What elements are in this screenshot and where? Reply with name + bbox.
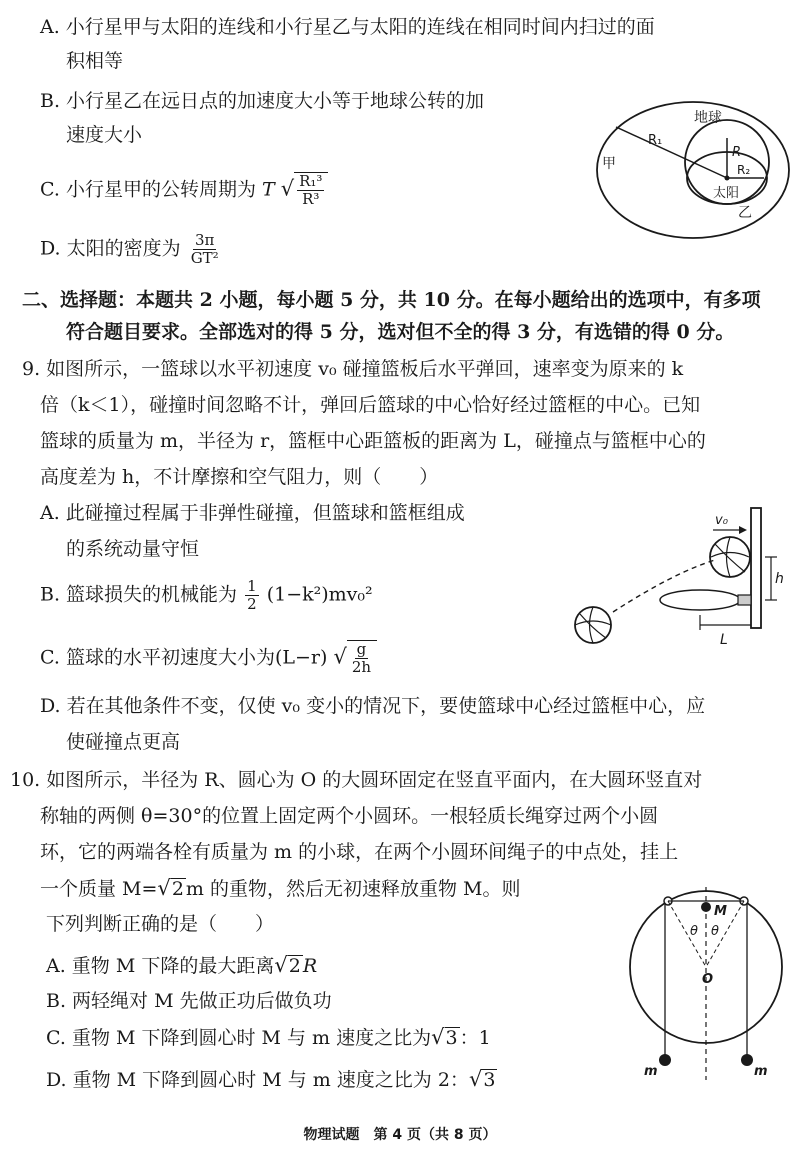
q8-option-c xyxy=(40,172,328,208)
label-theta-right: θ xyxy=(711,924,719,939)
q10-stem-line1: 10. 如图所示，半径为 R、圆心为 O 的大圆环固定在竖直平面内，在大圆环竖直对 xyxy=(10,769,703,791)
hoop-bracket xyxy=(738,595,751,605)
label-m-left: m xyxy=(644,1064,658,1079)
q9-stem-line3: 篮球的质量为 m，半径为 r，篮框中心距篮板的距离为 L，碰撞点与篮框中心的 xyxy=(40,430,706,452)
q10-option-c-post: ：1 xyxy=(459,1027,491,1049)
q8-option-a-line1: A. 小行星甲与太阳的连线和小行星乙与太阳的连线在相同时间内扫过的面 xyxy=(40,16,655,38)
q9-c-num: g xyxy=(356,640,367,658)
ball-m-right xyxy=(741,1054,753,1066)
q9-option-b-expr: (1−k²)mv₀² xyxy=(266,583,373,606)
q9-b-num: 1 xyxy=(247,577,257,595)
q10-d-radicand: 3 xyxy=(483,1069,496,1091)
q8-option-d xyxy=(40,232,223,267)
label-v0: v₀ xyxy=(715,513,728,528)
sqrt-icon: √ xyxy=(157,876,171,900)
q10-stem-line4 xyxy=(40,875,520,902)
weight-M xyxy=(701,902,711,912)
q10-a-radicand: 2 xyxy=(288,955,301,977)
label-earth: 地球 xyxy=(694,110,722,126)
section2-title-line2: 符合题目要求。全部选对的得 5 分，选对但不全的得 3 分，有选错的得 0 分。 xyxy=(66,321,735,343)
q10-option-d xyxy=(46,1066,497,1093)
q10-c-radicand: 3 xyxy=(445,1027,458,1049)
q8-c-num: R₁³ xyxy=(299,172,323,190)
orbit-jia xyxy=(597,102,789,238)
label-theta-left: θ xyxy=(690,924,698,939)
q10-option-b: B. 两轻绳对 M 先做正功后做负功 xyxy=(46,990,332,1012)
q10-option-c xyxy=(46,1024,491,1051)
q9-b-den: 2 xyxy=(247,595,257,613)
q10-option-a-text: A. 重物 M 下降的最大距离 xyxy=(46,955,275,977)
ball-m-left xyxy=(659,1054,671,1066)
label-h: h xyxy=(775,571,784,587)
label-sun: 太阳 xyxy=(713,186,740,201)
q10-stem-line4-post: m 的重物，然后无初速释放重物 M。则 xyxy=(185,878,521,900)
q8-option-b-line1: B. 小行星乙在远日点的加速度大小等于地球公转的加 xyxy=(40,90,485,112)
q9-basketball-diagram xyxy=(565,500,790,650)
q8-c-den: R³ xyxy=(302,190,320,208)
q9-option-c-text: C. 篮球的水平初速度大小为(L−r) xyxy=(40,646,328,669)
q10-option-a xyxy=(46,952,317,979)
q9-option-d-line1: D. 若在其他条件不变，仅使 v₀ 变小的情况下，要使篮球中心经过篮框中心，应 xyxy=(40,695,706,717)
q9-option-b-text: B. 篮球损失的机械能为 xyxy=(40,583,238,606)
q9-option-b xyxy=(40,578,373,613)
q9-stem-line1: 9. 如图所示，一篮球以水平初速度 v₀ 碰撞篮板后水平弹回，速率变为原来的 k xyxy=(22,358,684,380)
q8-option-b-line2: 速度大小 xyxy=(66,124,143,146)
label-r2: R₂ xyxy=(737,163,751,177)
q9-stem-line2: 倍（k＜1），碰撞时间忽略不计，弹回后篮球的中心恰好经过篮框的中心。已知 xyxy=(40,394,701,416)
q10-stem-radicand: 2 xyxy=(171,878,184,900)
label-R: R xyxy=(732,145,742,160)
q9-c-den: 2h xyxy=(351,658,372,676)
q9-option-a-line1: A. 此碰撞过程属于非弹性碰撞，但篮球和篮框组成 xyxy=(40,502,465,524)
label-O: O xyxy=(702,972,714,987)
label-r1: R₁ xyxy=(648,133,663,148)
sqrt-icon: √ xyxy=(468,1067,483,1091)
section2-title-line1: 二、选择题：本题共 2 小题，每小题 5 分，共 10 分。在每小题给出的选项中，有多项 xyxy=(22,289,761,311)
q8-d-num: 3π xyxy=(194,231,215,249)
page-footer: 物理试题 第 4 页（共 8 页） xyxy=(303,1127,497,1143)
q10-option-d-text: D. 重物 M 下降到圆心时 M 与 m 速度之比为 2： xyxy=(46,1069,469,1091)
hoop-rim xyxy=(660,590,740,610)
label-M: M xyxy=(714,904,727,919)
q10-stem-line5: 下列判断正确的是（ ） xyxy=(46,913,275,935)
q8-option-a-line2: 积相等 xyxy=(66,50,124,72)
q10-stem-line2: 称轴的两侧 θ=30°的位置上固定两个小圆环。一根轻质长绳穿过两个小圆 xyxy=(40,805,659,827)
sqrt-icon: √ xyxy=(274,953,288,977)
q8-option-c-T: T xyxy=(262,178,275,201)
q8-option-c-text: C. 小行星甲的公转周期为 xyxy=(40,178,256,201)
label-m-right: m xyxy=(754,1064,768,1079)
q10-stem-line3: 环，它的两端各栓有质量为 m 的小球，在两个小圆环间绳子的中点处，挂上 xyxy=(40,841,679,863)
sqrt-icon: √ xyxy=(333,644,347,669)
backboard xyxy=(751,508,761,628)
label-yi: 乙 xyxy=(738,205,752,221)
q9-option-a-line2: 的系统动量守恒 xyxy=(66,538,200,560)
q10-stem-line4-pre: 一个质量 M= xyxy=(40,878,158,900)
q8-orbit-diagram xyxy=(592,92,794,242)
sqrt-icon: √ xyxy=(280,176,295,201)
q9-option-d-line2: 使碰撞点更高 xyxy=(66,731,181,753)
q10-option-a-R: R xyxy=(302,955,318,977)
q9-stem-line4: 高度差为 h，不计摩擦和空气阻力，则（ ） xyxy=(40,466,439,488)
q10-ring-diagram xyxy=(620,885,790,1085)
sqrt-icon: √ xyxy=(431,1025,445,1049)
q10-option-c-text: C. 重物 M 下降到圆心时 M 与 m 速度之比为 xyxy=(46,1027,432,1049)
label-L: L xyxy=(720,632,728,648)
q8-d-den: GT² xyxy=(190,249,219,267)
label-jia: 甲 xyxy=(602,156,616,172)
q9-option-c xyxy=(40,640,377,676)
q8-option-d-text: D. 太阳的密度为 xyxy=(40,237,181,260)
